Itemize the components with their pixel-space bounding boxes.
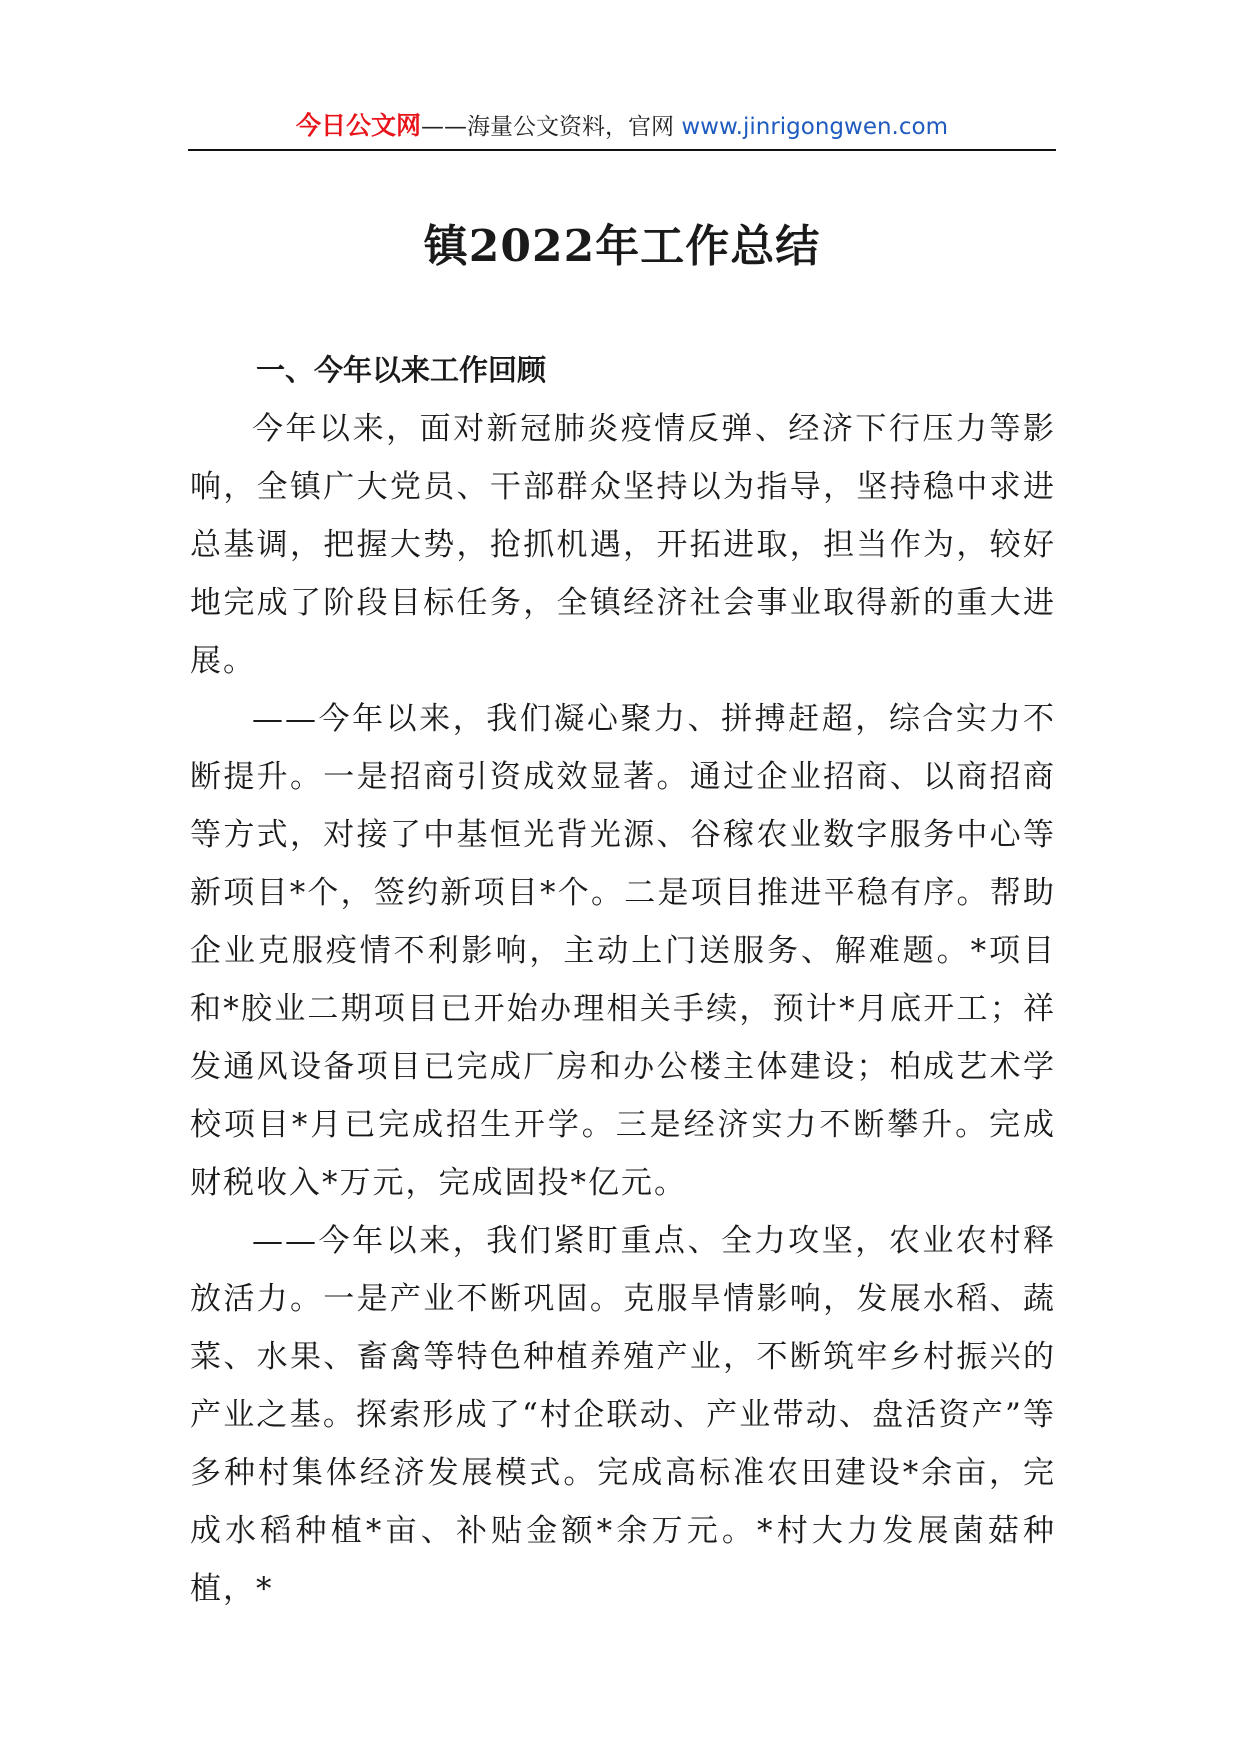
header-divider	[188, 149, 1056, 151]
site-url-link[interactable]: www.jinrigongwen.com	[681, 114, 948, 140]
paragraph-3: ——今年以来，我们紧盯重点、全力攻坚，农业农村释放活力。一是产业不断巩固。克服旱情影响，发展水稻、蔬菜、水果、畜禽等特色种植养殖产业，不断筑牢乡村振兴的产业之基。探索形成了“村企联动、产业带动、盘活资产”等多种村集体经济发展模式。完成高标准农田建设*余亩，完成水稻种植*亩、补贴金额*余万元。*村大力发展菌菇种植，*	[190, 1223, 1056, 1607]
paragraph-1: 今年以来，面对新冠肺炎疫情反弹、经济下行压力等影响，全镇广大党员、干部群众坚持以为指导，坚持稳中求进总基调，把握大势，抢抓机遇，开拓进取，担当作为，较好地完成了阶段目标任务，全镇经济社会事业取得新的重大进展。	[190, 411, 1056, 679]
site-header	[188, 106, 1056, 148]
document-title: 镇2022年工作总结	[423, 221, 821, 272]
document-body	[190, 400, 1056, 1618]
section-heading: 一、今年以来工作回顾	[256, 353, 547, 387]
paragraph-2: ——今年以来，我们凝心聚力、拼搏赶超，综合实力不断提升。一是招商引资成效显著。通过企业招商、以商招商等方式，对接了中基恒光背光源、谷稼农业数字服务中心等新项目*个，签约新项目*个。二是项目推进平稳有序。帮助企业克服疫情不利影响，主动上门送服务、解难题。*项目和*胶业二期项目已开始办理相关手续，预计*月底开工；祥发通风设备项目已完成厂房和办公楼主体建设；柏成艺术学校项目*月已完成招生开学。三是经济实力不断攀升。完成财税收入*万元，完成固投*亿元。	[190, 701, 1056, 1201]
site-tagline: ——海量公文资料，官网	[421, 114, 682, 140]
site-brand[interactable]: 今日公文网	[296, 111, 422, 140]
